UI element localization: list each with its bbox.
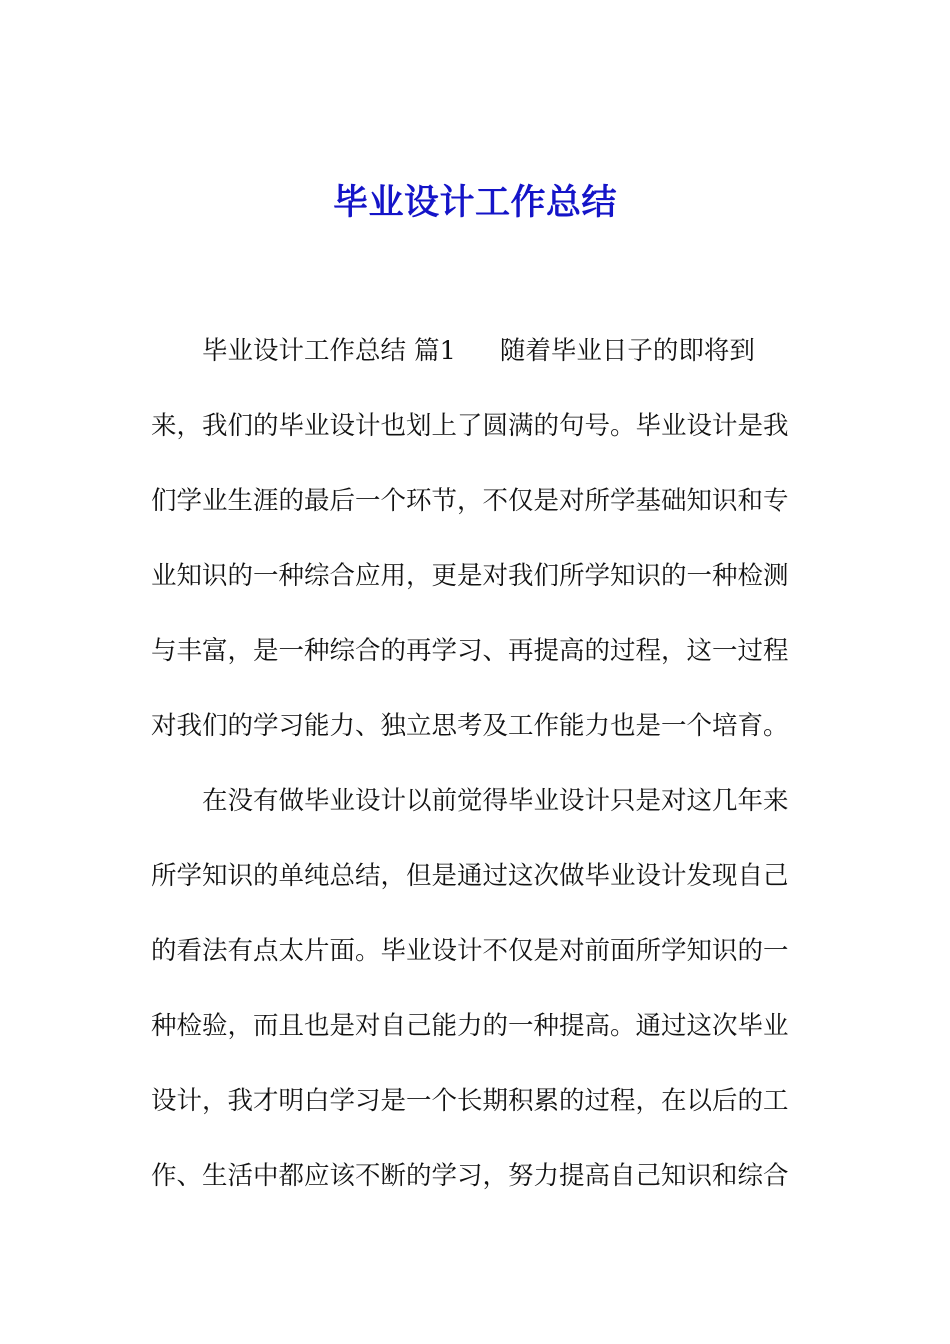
text-line: 与丰富，是一种综合的再学习、再提高的过程，这一过程 — [151, 636, 789, 666]
text-line: 对我们的学习能力、独立思考及工作能力也是一个培育。 — [151, 711, 789, 741]
text-line: 设计，我才明白学习是一个长期积累的过程，在以后的工 — [151, 1086, 789, 1116]
document-title: 毕业设计工作总结 — [332, 182, 617, 223]
text-line — [151, 331, 791, 371]
text-line: 业知识的一种综合应用，更是对我们所学知识的一种检测 — [151, 561, 789, 591]
text-line: 的看法有点太片面。毕业设计不仅是对前面所学知识的一 — [151, 936, 789, 966]
text-line-part: 毕业设计工作总结 篇1 — [202, 336, 456, 366]
text-line: 们学业生涯的最后一个环节，不仅是对所学基础知识和专 — [151, 486, 789, 516]
text-line: 来，我们的毕业设计也划上了圆满的句号。毕业设计是我 — [151, 411, 789, 441]
text-line: 种检验，而且也是对自己能力的一种提高。通过这次毕业 — [151, 1011, 789, 1041]
text-line: 作、生活中都应该不断的学习，努力提高自己知识和综合 — [151, 1161, 789, 1191]
text-line-part: 随着毕业日子的即将到 — [499, 336, 755, 366]
text-line: 在没有做毕业设计以前觉得毕业设计只是对这几年来 — [202, 786, 789, 816]
text-line: 所学知识的单纯总结，但是通过这次做毕业设计发现自己 — [151, 861, 789, 891]
